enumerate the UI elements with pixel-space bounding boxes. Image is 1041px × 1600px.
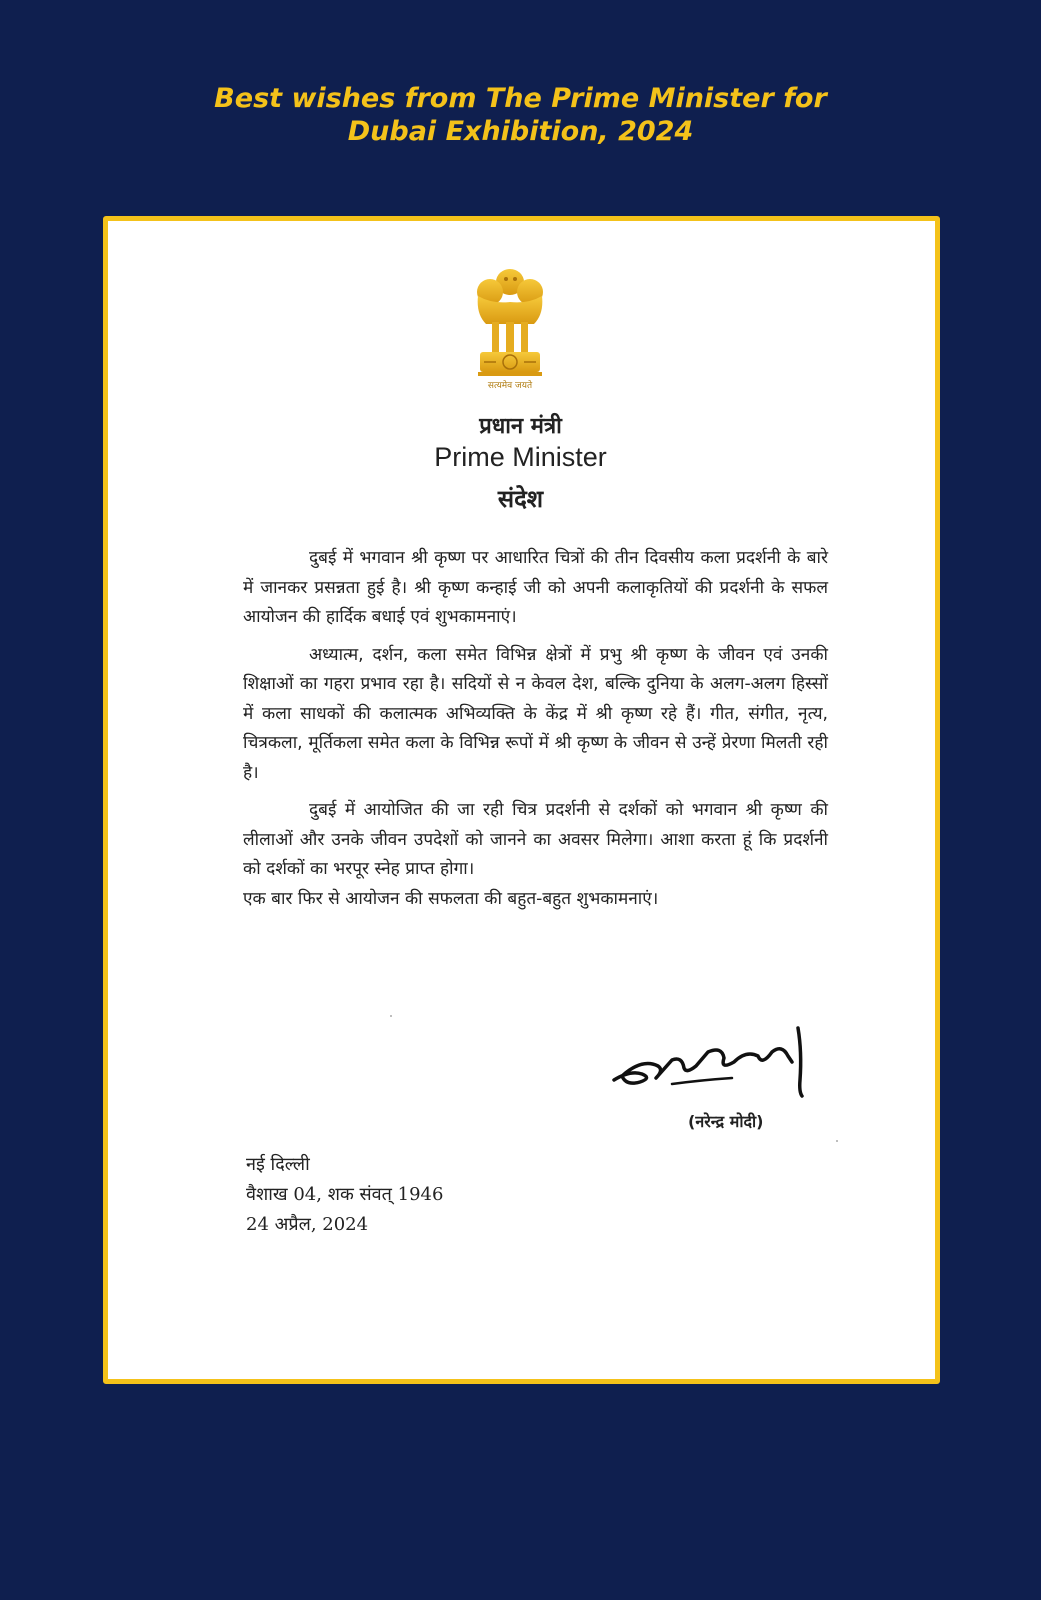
paragraph-2: अध्यात्म, दर्शन, कला समेत विभिन्न क्षेत्रों में प्रभु श्री कृष्ण के जीवन एवं उनकी शिक्षाओं का गहरा प्रभाव रहा है। सदियों से न केवल देश, बल्कि दुनिया के अलग-अलग हिस्सों में कला साधकों की कलात्मक अभिव्यक्ति के केंद्र में श्री कृष्ण रहे हैं। गीत, संगीत, नृत्य, चित्रकला, मूर्तिकला समेत कला के विभिन्न रूपों में श्री कृष्ण के जीवन से उन्हें प्रेरणा मिलती रही है। xyxy=(243,644,828,783)
banner-line-2: Dubai Exhibition, 2024 xyxy=(347,116,694,147)
message-heading: संदेश xyxy=(497,485,544,513)
emblem-motto: सत्यमेव जयते xyxy=(487,381,533,391)
paragraph-1: दुबई में भगवान श्री कृष्ण पर आधारित चित्रों की तीन दिवसीय कला प्रदर्शनी के बारे में जानकर प्रसन्नता हुई है। श्री कृष्ण कन्हाई जी को अपनी कलाकृतियों की प्रदर्शनी के सफल आयोजन की हार्दिक बधाई एवं शुभकामनाएं। xyxy=(243,548,828,627)
title-english: Prime Minister xyxy=(434,442,607,472)
signer-name: (नरेन्द्र मोदी) xyxy=(688,1112,764,1131)
banner-line-1: Best wishes from The Prime Minister for xyxy=(214,83,827,114)
paper-speck xyxy=(836,1140,838,1142)
paragraph-3: दुबई में आयोजित की जा रही चित्र प्रदर्शनी से दर्शकों को भगवान श्री कृष्ण की लीलाओं और उनके जीवन उपदेशों को जानने का अवसर मिलेगा। आशा करता हूं कि प्रदर्शनी को दर्शकों का भरपूर स्नेह प्राप्त होगा। xyxy=(243,800,828,879)
place: नई दिल्ली xyxy=(246,1154,310,1175)
title-hindi: प्रधान मंत्री xyxy=(479,414,562,439)
paper-speck xyxy=(390,1015,392,1017)
banner-title xyxy=(0,82,1041,148)
date-saka: वैशाख 04, शक संवत् 1946 xyxy=(246,1184,444,1205)
date-gregorian: 24 अप्रैल, 2024 xyxy=(246,1214,369,1235)
paragraph-4: एक बार फिर से आयोजन की सफलता की बहुत-बहुत शुभकामनाएं। xyxy=(243,888,659,909)
signature-icon xyxy=(612,1022,822,1104)
letter-footer xyxy=(246,1150,443,1240)
message-body xyxy=(243,544,828,922)
